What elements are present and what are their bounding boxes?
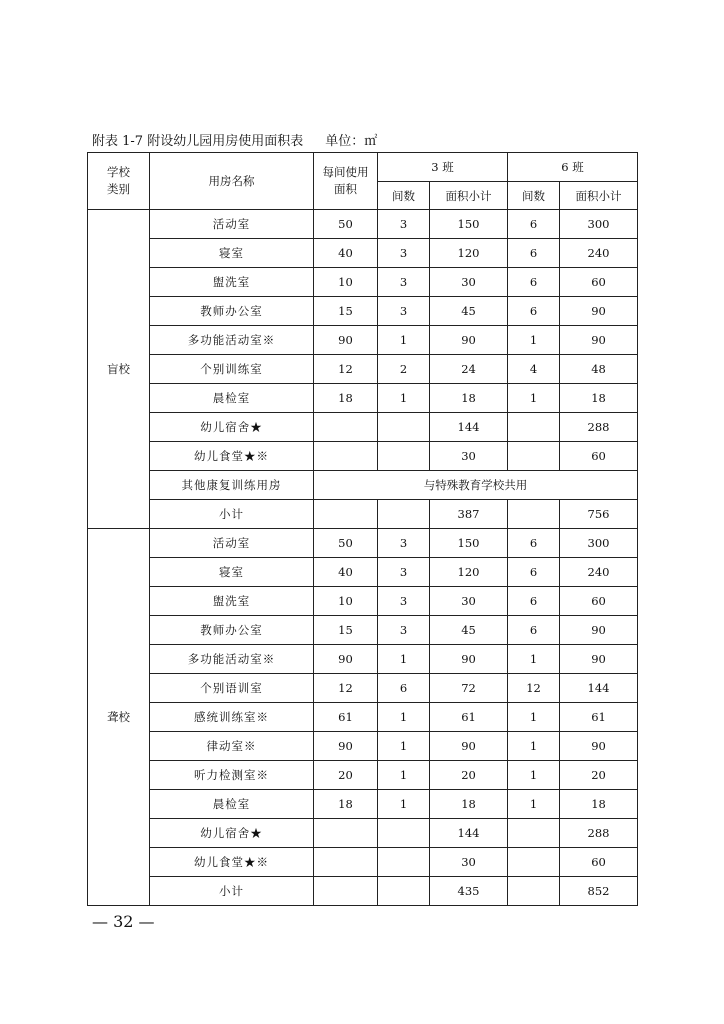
class6-rooms-cell: 1 bbox=[508, 790, 560, 819]
shared-note-cell: 与特殊教育学校共用 bbox=[314, 471, 638, 500]
class3-area-cell: 45 bbox=[430, 297, 508, 326]
class3-rooms-cell: 1 bbox=[378, 732, 430, 761]
class3-rooms-cell bbox=[378, 877, 430, 906]
class3-area-cell: 120 bbox=[430, 239, 508, 268]
table-row-shared bbox=[88, 471, 638, 500]
class3-rooms-cell: 3 bbox=[378, 587, 430, 616]
subtotal-row bbox=[88, 877, 638, 906]
class6-area-cell: 90 bbox=[560, 616, 638, 645]
class3-rooms-cell: 1 bbox=[378, 790, 430, 819]
class6-rooms-cell: 1 bbox=[508, 645, 560, 674]
class6-area-cell: 300 bbox=[560, 529, 638, 558]
class6-rooms-cell bbox=[508, 442, 560, 471]
table-row bbox=[88, 210, 638, 239]
room-name-cell: 幼儿宿舍★ bbox=[150, 413, 314, 442]
table-row bbox=[88, 703, 638, 732]
class6-area-cell: 300 bbox=[560, 210, 638, 239]
class3-rooms-cell bbox=[378, 819, 430, 848]
class6-rooms-cell: 6 bbox=[508, 297, 560, 326]
table-row bbox=[88, 326, 638, 355]
class6-rooms-cell: 1 bbox=[508, 732, 560, 761]
per-room-area-cell bbox=[314, 442, 378, 471]
class3-area-cell: 150 bbox=[430, 529, 508, 558]
class3-rooms-cell: 3 bbox=[378, 558, 430, 587]
table-row bbox=[88, 848, 638, 877]
per-room-area-cell: 40 bbox=[314, 239, 378, 268]
class6-area-cell: 20 bbox=[560, 761, 638, 790]
class6-area-cell: 60 bbox=[560, 848, 638, 877]
table-row bbox=[88, 529, 638, 558]
subtotal-label-cell: 小计 bbox=[150, 877, 314, 906]
room-name-cell: 活动室 bbox=[150, 210, 314, 239]
room-name-cell: 活动室 bbox=[150, 529, 314, 558]
class6-area-cell: 240 bbox=[560, 239, 638, 268]
per-room-area-cell: 50 bbox=[314, 210, 378, 239]
header-6-area-subtotal: 面积小计 bbox=[560, 182, 638, 210]
class3-area-cell: 18 bbox=[430, 384, 508, 413]
class3-rooms-cell: 3 bbox=[378, 616, 430, 645]
room-name-cell: 幼儿食堂★※ bbox=[150, 442, 314, 471]
class6-area-cell: 61 bbox=[560, 703, 638, 732]
room-name-cell: 其他康复训练用房 bbox=[150, 471, 314, 500]
table-row bbox=[88, 384, 638, 413]
header-3-rooms: 间数 bbox=[378, 182, 430, 210]
class6-rooms-cell: 6 bbox=[508, 268, 560, 297]
class3-rooms-cell: 3 bbox=[378, 239, 430, 268]
table-caption bbox=[92, 130, 377, 149]
class3-area-cell: 120 bbox=[430, 558, 508, 587]
class6-rooms-cell: 6 bbox=[508, 529, 560, 558]
class3-area-cell: 61 bbox=[430, 703, 508, 732]
class3-rooms-cell: 3 bbox=[378, 297, 430, 326]
class3-rooms-cell: 3 bbox=[378, 210, 430, 239]
per-room-area-cell bbox=[314, 848, 378, 877]
room-name-cell: 寝室 bbox=[150, 558, 314, 587]
class3-area-cell: 150 bbox=[430, 210, 508, 239]
table-row bbox=[88, 616, 638, 645]
table-row bbox=[88, 239, 638, 268]
table-row bbox=[88, 413, 638, 442]
class6-area-cell: 90 bbox=[560, 645, 638, 674]
room-name-cell: 晨检室 bbox=[150, 384, 314, 413]
room-name-cell: 感统训练室※ bbox=[150, 703, 314, 732]
per-room-area-cell: 12 bbox=[314, 674, 378, 703]
per-room-area-cell: 40 bbox=[314, 558, 378, 587]
header-row-1 bbox=[88, 153, 638, 182]
per-room-area-cell: 50 bbox=[314, 529, 378, 558]
class3-area-cell: 90 bbox=[430, 732, 508, 761]
table-row bbox=[88, 558, 638, 587]
class6-area-cell: 60 bbox=[560, 442, 638, 471]
header-room-name: 用房名称 bbox=[150, 153, 314, 210]
class6-rooms-cell: 1 bbox=[508, 326, 560, 355]
per-room-area-cell: 15 bbox=[314, 297, 378, 326]
class6-rooms-cell: 1 bbox=[508, 384, 560, 413]
class3-rooms-cell: 6 bbox=[378, 674, 430, 703]
table-row bbox=[88, 645, 638, 674]
class3-rooms-cell bbox=[378, 500, 430, 529]
table-row bbox=[88, 790, 638, 819]
per-room-area-cell: 18 bbox=[314, 384, 378, 413]
per-room-area-cell: 61 bbox=[314, 703, 378, 732]
class6-rooms-cell: 1 bbox=[508, 761, 560, 790]
per-room-area-cell: 10 bbox=[314, 268, 378, 297]
school-category-cell: 盲校 bbox=[88, 210, 150, 529]
class3-area-cell: 72 bbox=[430, 674, 508, 703]
table-row bbox=[88, 442, 638, 471]
class3-area-cell: 45 bbox=[430, 616, 508, 645]
class6-subtotal-cell: 756 bbox=[560, 500, 638, 529]
class6-area-cell: 90 bbox=[560, 732, 638, 761]
class3-rooms-cell: 1 bbox=[378, 326, 430, 355]
header-3-classes: 3 班 bbox=[378, 153, 508, 182]
page-number: — 32 — bbox=[92, 912, 155, 931]
room-name-cell: 个别语训室 bbox=[150, 674, 314, 703]
school-category-cell: 聋校 bbox=[88, 529, 150, 906]
table-row bbox=[88, 587, 638, 616]
class3-area-cell: 90 bbox=[430, 645, 508, 674]
per-room-area-cell: 12 bbox=[314, 355, 378, 384]
table-row bbox=[88, 297, 638, 326]
room-name-cell: 多功能活动室※ bbox=[150, 645, 314, 674]
per-room-area-cell bbox=[314, 819, 378, 848]
table-row bbox=[88, 355, 638, 384]
header-per-room-area: 每间使用 面积 bbox=[314, 153, 378, 210]
class3-rooms-cell: 2 bbox=[378, 355, 430, 384]
subtotal-label-cell: 小计 bbox=[150, 500, 314, 529]
class6-subtotal-cell: 852 bbox=[560, 877, 638, 906]
per-room-area-cell: 90 bbox=[314, 645, 378, 674]
class3-area-cell: 144 bbox=[430, 413, 508, 442]
table-title: 附表 1-7 附设幼儿园用房使用面积表 bbox=[92, 134, 304, 149]
class3-rooms-cell bbox=[378, 848, 430, 877]
class6-area-cell: 60 bbox=[560, 268, 638, 297]
room-name-cell: 教师办公室 bbox=[150, 297, 314, 326]
class3-rooms-cell: 1 bbox=[378, 645, 430, 674]
per-room-area-cell: 18 bbox=[314, 790, 378, 819]
header-6-rooms: 间数 bbox=[508, 182, 560, 210]
class3-area-cell: 18 bbox=[430, 790, 508, 819]
class6-rooms-cell bbox=[508, 877, 560, 906]
class6-area-cell: 144 bbox=[560, 674, 638, 703]
class3-area-cell: 90 bbox=[430, 326, 508, 355]
class6-rooms-cell: 4 bbox=[508, 355, 560, 384]
room-name-cell: 幼儿食堂★※ bbox=[150, 848, 314, 877]
class6-area-cell: 18 bbox=[560, 790, 638, 819]
class3-rooms-cell bbox=[378, 442, 430, 471]
class6-rooms-cell: 1 bbox=[508, 703, 560, 732]
per-room-area-cell bbox=[314, 500, 378, 529]
class3-area-cell: 24 bbox=[430, 355, 508, 384]
class3-rooms-cell bbox=[378, 413, 430, 442]
class3-rooms-cell: 1 bbox=[378, 703, 430, 732]
class6-area-cell: 288 bbox=[560, 413, 638, 442]
class3-area-cell: 30 bbox=[430, 442, 508, 471]
table-row bbox=[88, 732, 638, 761]
per-room-area-cell bbox=[314, 877, 378, 906]
class6-area-cell: 60 bbox=[560, 587, 638, 616]
room-name-cell: 教师办公室 bbox=[150, 616, 314, 645]
room-name-cell: 律动室※ bbox=[150, 732, 314, 761]
class6-rooms-cell bbox=[508, 819, 560, 848]
room-name-cell: 个别训练室 bbox=[150, 355, 314, 384]
class6-area-cell: 240 bbox=[560, 558, 638, 587]
room-name-cell: 多功能活动室※ bbox=[150, 326, 314, 355]
class6-area-cell: 18 bbox=[560, 384, 638, 413]
per-room-area-cell: 10 bbox=[314, 587, 378, 616]
per-room-area-cell: 20 bbox=[314, 761, 378, 790]
class3-rooms-cell: 1 bbox=[378, 384, 430, 413]
class6-area-cell: 48 bbox=[560, 355, 638, 384]
room-name-cell: 寝室 bbox=[150, 239, 314, 268]
class3-subtotal-cell: 435 bbox=[430, 877, 508, 906]
per-room-area-cell bbox=[314, 413, 378, 442]
class6-rooms-cell bbox=[508, 848, 560, 877]
class3-area-cell: 30 bbox=[430, 587, 508, 616]
class6-rooms-cell bbox=[508, 500, 560, 529]
per-room-area-cell: 90 bbox=[314, 326, 378, 355]
class3-area-cell: 30 bbox=[430, 268, 508, 297]
class3-area-cell: 30 bbox=[430, 848, 508, 877]
class3-rooms-cell: 1 bbox=[378, 761, 430, 790]
class6-rooms-cell: 6 bbox=[508, 239, 560, 268]
table-unit: 单位：㎡ bbox=[325, 134, 378, 149]
room-area-table bbox=[87, 152, 638, 906]
class6-rooms-cell: 12 bbox=[508, 674, 560, 703]
room-name-cell: 盥洗室 bbox=[150, 268, 314, 297]
room-name-cell: 幼儿宿舍★ bbox=[150, 819, 314, 848]
class6-area-cell: 90 bbox=[560, 326, 638, 355]
class3-subtotal-cell: 387 bbox=[430, 500, 508, 529]
header-school-category: 学校 类别 bbox=[88, 153, 150, 210]
class6-rooms-cell: 6 bbox=[508, 558, 560, 587]
class6-area-cell: 90 bbox=[560, 297, 638, 326]
table-row bbox=[88, 819, 638, 848]
table-row bbox=[88, 268, 638, 297]
room-name-cell: 盥洗室 bbox=[150, 587, 314, 616]
class6-area-cell: 288 bbox=[560, 819, 638, 848]
per-room-area-cell: 90 bbox=[314, 732, 378, 761]
class3-area-cell: 20 bbox=[430, 761, 508, 790]
class3-rooms-cell: 3 bbox=[378, 529, 430, 558]
header-3-area-subtotal: 面积小计 bbox=[430, 182, 508, 210]
per-room-area-cell: 15 bbox=[314, 616, 378, 645]
table-row bbox=[88, 674, 638, 703]
room-name-cell: 晨检室 bbox=[150, 790, 314, 819]
class6-rooms-cell: 6 bbox=[508, 210, 560, 239]
class3-area-cell: 144 bbox=[430, 819, 508, 848]
class6-rooms-cell bbox=[508, 413, 560, 442]
subtotal-row bbox=[88, 500, 638, 529]
table-row bbox=[88, 761, 638, 790]
class6-rooms-cell: 6 bbox=[508, 587, 560, 616]
header-6-classes: 6 班 bbox=[508, 153, 638, 182]
class3-rooms-cell: 3 bbox=[378, 268, 430, 297]
class6-rooms-cell: 6 bbox=[508, 616, 560, 645]
room-name-cell: 听力检测室※ bbox=[150, 761, 314, 790]
